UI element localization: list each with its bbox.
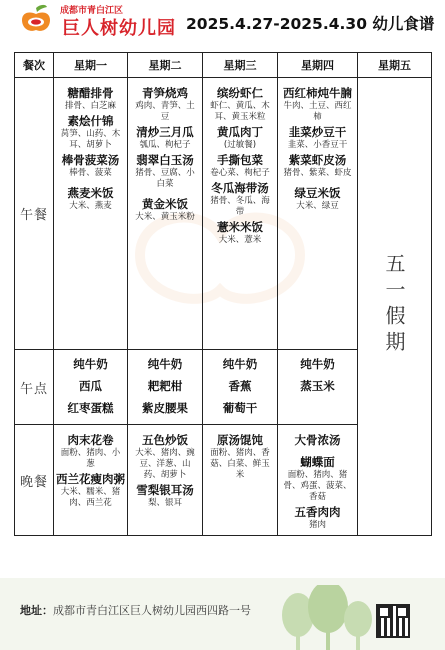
meal-label-dinner: 晚餐 [15, 425, 54, 536]
dish-ingredients: 猪骨、豆腐、小白菜 [135, 168, 195, 189]
holiday-label: 五一假期 [382, 252, 406, 357]
dish-name: 黄金米饭 [142, 197, 188, 211]
dish-name: 五色炒饭 [142, 433, 188, 447]
dish-name: 冬瓜海带汤 [211, 181, 269, 195]
snack-item: 紫皮腰果 [142, 401, 188, 415]
dish-ingredients: 瓠瓜、枸杞子 [139, 140, 191, 150]
header-row [15, 53, 432, 78]
column-header-friday: 星期五 [358, 53, 432, 78]
lunch-tuesday [128, 78, 203, 350]
snack-item: 红枣蛋糕 [67, 401, 114, 415]
dish-name: 燕麦米饭 [67, 186, 114, 200]
dish-ingredients: 大米、绿豆 [296, 201, 339, 211]
snack-item: 葡萄干 [222, 401, 258, 415]
snack-item: 耙耙柑 [147, 379, 183, 393]
dish-ingredients: 猪肉 [308, 520, 326, 530]
dish-name: 青笋烧鸡 [142, 86, 188, 100]
dish-ingredients: 鸡肉、青笋、土豆 [135, 101, 195, 122]
dish-ingredients: 莴笋、山药、木耳、胡萝卜 [60, 129, 121, 150]
dish-ingredients: 大米、猪肉、豌豆、洋葱、山药、胡萝卜 [135, 448, 195, 480]
dish-name: 蝴蝶面 [300, 455, 335, 469]
snack-item: 纯牛奶 [147, 357, 183, 371]
dish-name: 雪梨银耳汤 [136, 483, 194, 497]
snack-item: 纯牛奶 [73, 357, 108, 371]
dish-name: 大骨浓汤 [294, 433, 341, 447]
address-label: 地址： [20, 604, 53, 617]
weekly-menu-table [14, 52, 432, 536]
snack-item: 西瓜 [79, 379, 102, 393]
dish-ingredients: 面粉、猪肉、猪骨、鸡蛋、菠菜、香菇 [283, 470, 352, 502]
logo-district-text: 成都市青白江区 [60, 6, 124, 16]
dish-name: 薏米米饭 [217, 220, 263, 234]
dish-ingredients: 大米、薏米 [218, 235, 262, 245]
snack-item: 香蕉 [228, 379, 252, 393]
dish-name: 五香肉肉 [294, 505, 341, 519]
meal-label-lunch: 午餐 [15, 78, 54, 350]
dish-ingredients: 牛肉、土豆、西红柿 [283, 101, 352, 122]
dish-ingredients: 面粉、猪肉、香菇、白菜、鲜玉米 [210, 448, 270, 480]
dish-name: 棒骨菠菜汤 [61, 153, 120, 167]
dish-ingredients: 虾仁、黄瓜、木耳、黄玉米粒 [210, 101, 270, 122]
column-header-tuesday: 星期二 [128, 53, 203, 78]
dish-ingredients: 卷心菜、枸杞子 [210, 168, 270, 178]
dish-name: 西红柿炖牛腩 [283, 86, 352, 100]
dish-name: 手撕包菜 [217, 153, 263, 167]
dish-name: 清炒三月瓜 [136, 125, 194, 139]
column-header-monday: 星期一 [54, 53, 128, 78]
dish-name: 翡翠白玉汤 [136, 153, 194, 167]
dish-name: 缤纷虾仁 [217, 86, 263, 100]
lunch-thursday [278, 78, 358, 350]
dish-name: 原汤馄饨 [217, 433, 263, 447]
column-header-meal: 餐次 [15, 53, 54, 78]
qr-code-icon [376, 604, 410, 638]
column-header-wednesday: 星期三 [203, 53, 278, 78]
snack-wednesday [203, 350, 278, 425]
snack-monday [54, 350, 128, 425]
footer-address [20, 602, 251, 618]
dish-ingredients: 韭菜、小香豆干 [287, 140, 348, 150]
column-header-thursday: 星期四 [278, 53, 358, 78]
dish-name: 韭菜炒豆干 [288, 125, 347, 139]
lunch-wednesday [203, 78, 278, 350]
snack-item: 纯牛奶 [222, 357, 258, 371]
dish-name: 糖醋排骨 [67, 86, 114, 100]
dish-ingredients: 大米、燕麦 [69, 201, 112, 211]
dish-name: 西兰花瘦肉粥 [56, 472, 125, 486]
dinner-monday [54, 425, 128, 536]
meal-label-snack: 午点 [15, 350, 54, 425]
dish-ingredients: 大米、黄玉米粉 [135, 212, 195, 222]
snack-item: 纯牛奶 [300, 357, 335, 371]
lunch-monday [54, 78, 128, 350]
logo-school-name: 巨人树幼儿园 [62, 18, 176, 39]
dish-ingredients: 大米、糯米、猪肉、西兰花 [60, 487, 121, 508]
page-title: 2025.4.27-2025.4.30 幼儿食谱 [186, 15, 435, 33]
allergy-note: (过敏餐) [223, 140, 257, 150]
dish-name: 肉末花卷 [67, 433, 114, 447]
snack-thursday [278, 350, 358, 425]
snack-item: 蒸玉米 [300, 379, 335, 393]
dish-ingredients: 梨、银耳 [147, 498, 182, 508]
apple-logo-icon [16, 4, 56, 34]
dish-ingredients: 排骨、白芝麻 [64, 101, 116, 111]
dish-ingredients: 猪骨、冬瓜、海带 [210, 196, 270, 217]
tree-decoration-icon [270, 585, 380, 650]
dish-ingredients: 面粉、猪肉、小葱 [60, 448, 121, 469]
dish-name: 黄瓜肉丁 [217, 125, 263, 139]
dinner-tuesday [128, 425, 203, 536]
snack-tuesday [128, 350, 203, 425]
address-text: 成都市青白江区巨人树幼儿园西四路一号 [53, 604, 251, 617]
dish-name: 绿豆米饭 [294, 186, 341, 200]
dish-ingredients: 猪骨、紫菜、虾皮 [283, 168, 352, 178]
lunch-row [15, 78, 432, 350]
friday-holiday-cell [358, 78, 432, 536]
dinner-wednesday [203, 425, 278, 536]
dish-name: 紫菜虾皮汤 [288, 153, 347, 167]
dish-ingredients: 棒骨、菠菜 [69, 168, 112, 178]
dinner-thursday [278, 425, 358, 536]
dish-name: 素烩什锦 [67, 114, 114, 128]
kindergarten-logo [8, 2, 178, 39]
